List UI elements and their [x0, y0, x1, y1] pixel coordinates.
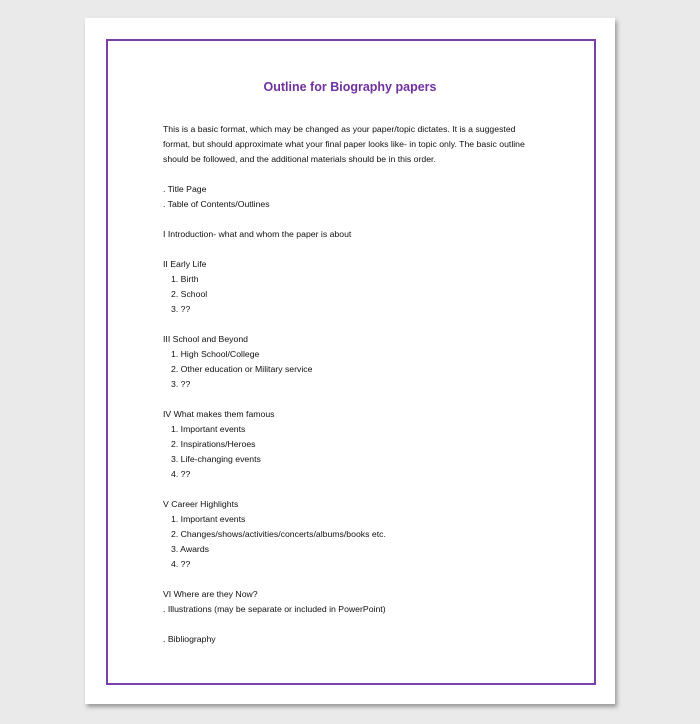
section-heading-famous: IV What makes them famous — [163, 409, 275, 419]
spacer — [163, 572, 583, 587]
list-item: 3. ?? — [171, 379, 191, 389]
list-item: 1. Birth — [171, 274, 199, 284]
list-item: 2. Changes/shows/activities/concerts/albums/books etc. — [171, 529, 386, 539]
list-item: 2. School — [171, 289, 208, 299]
spacer — [163, 617, 583, 632]
intro-line: This is a basic format, which may be changed as your paper/topic dictates. It is a suggested — [163, 124, 516, 134]
document-page — [85, 18, 615, 704]
document-body — [163, 122, 583, 647]
spacer — [163, 392, 583, 407]
intro-line: should be followed, and the additional materials should be in this order. — [163, 154, 436, 164]
spacer — [163, 482, 583, 497]
list-item: 4. ?? — [171, 469, 191, 479]
spacer — [163, 212, 583, 227]
section-heading-introduction: I Introduction- what and whom the paper is about — [163, 229, 352, 239]
list-item: 2. Inspirations/Heroes — [171, 439, 256, 449]
front-matter-toc: . Table of Contents/Outlines — [163, 199, 270, 209]
document-title: Outline for Biography papers — [263, 80, 437, 94]
section-heading-early-life: II Early Life — [163, 259, 207, 269]
intro-paragraph — [163, 122, 583, 167]
front-matter-title-page: . Title Page — [163, 184, 207, 194]
spacer — [163, 242, 583, 257]
list-item: 3. Awards — [171, 544, 209, 554]
intro-line: format, but should approximate what your final paper looks like- in topic only. The basic outline — [163, 139, 525, 149]
spacer — [163, 317, 583, 332]
list-item: 1. Important events — [171, 514, 246, 524]
section-heading-school-beyond: III School and Beyond — [163, 334, 249, 344]
illustrations-note: . Illustrations (may be separate or included in PowerPoint) — [163, 604, 386, 614]
list-item: 1. Important events — [171, 424, 246, 434]
section-heading-now: VI Where are they Now? — [163, 589, 258, 599]
section-heading-career: V Career Highlights — [163, 499, 239, 509]
list-item: 2. Other education or Military service — [171, 364, 313, 374]
bibliography: . Bibliography — [163, 634, 216, 644]
list-item: 3. ?? — [171, 304, 191, 314]
intro-full-text — [0, 0, 1, 1]
list-item: 3. Life-changing events — [171, 454, 261, 464]
list-item: 4. ?? — [171, 559, 191, 569]
list-item: 1. High School/College — [171, 349, 260, 359]
